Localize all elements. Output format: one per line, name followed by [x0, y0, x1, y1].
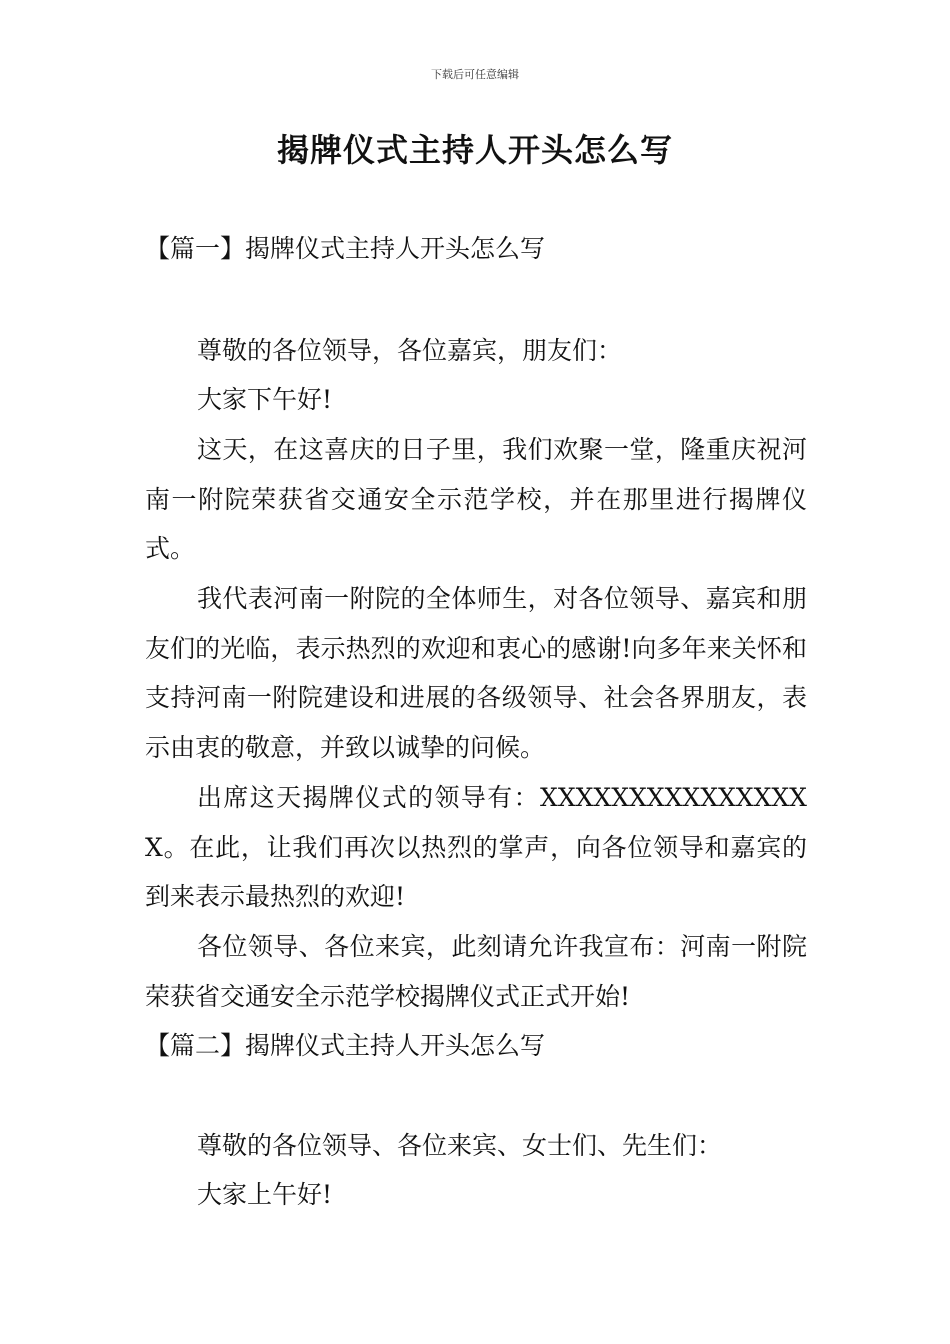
- paragraph: 大家上午好!: [197, 1180, 333, 1209]
- paragraph: 各位领导、各位来宾，此刻请允许我宣布：河南一附院荣获省交通安全示范学校揭牌仪式正式开始!: [145, 932, 807, 1011]
- paragraph: 出席这天揭牌仪式的领导有：XXXXXXXXXXXXXXXX。在此，让我们再次以热烈的掌声，向各位领导和嘉宾的到来表示最热烈的欢迎!: [145, 783, 807, 911]
- section-heading-1: 【篇一】揭牌仪式主持人开头怎么写: [145, 234, 546, 263]
- paragraph: 大家下午好!: [197, 385, 333, 414]
- paragraph: 这天，在这喜庆的日子里，我们欢聚一堂，隆重庆祝河南一附院荣获省交通安全示范学校，并在那里进行揭牌仪式。: [145, 435, 807, 563]
- paragraph: 尊敬的各位领导，各位嘉宾，朋友们：: [197, 336, 623, 365]
- paragraph: 尊敬的各位领导、各位来宾、女士们、先生们：: [197, 1131, 723, 1160]
- section-heading-2: 【篇二】揭牌仪式主持人开头怎么写: [145, 1031, 546, 1060]
- paragraph: 我代表河南一附院的全体师生，对各位领导、嘉宾和朋友们的光临，表示热烈的欢迎和衷心的感谢!向多年来关怀和支持河南一附院建设和进展的各级领导、社会各界朋友，表示由衷的敬意，并致以诚挚的问候。: [145, 584, 807, 762]
- header-note: 下载后可任意编辑: [431, 68, 519, 81]
- document-title: 揭牌仪式主持人开头怎么写: [276, 131, 673, 169]
